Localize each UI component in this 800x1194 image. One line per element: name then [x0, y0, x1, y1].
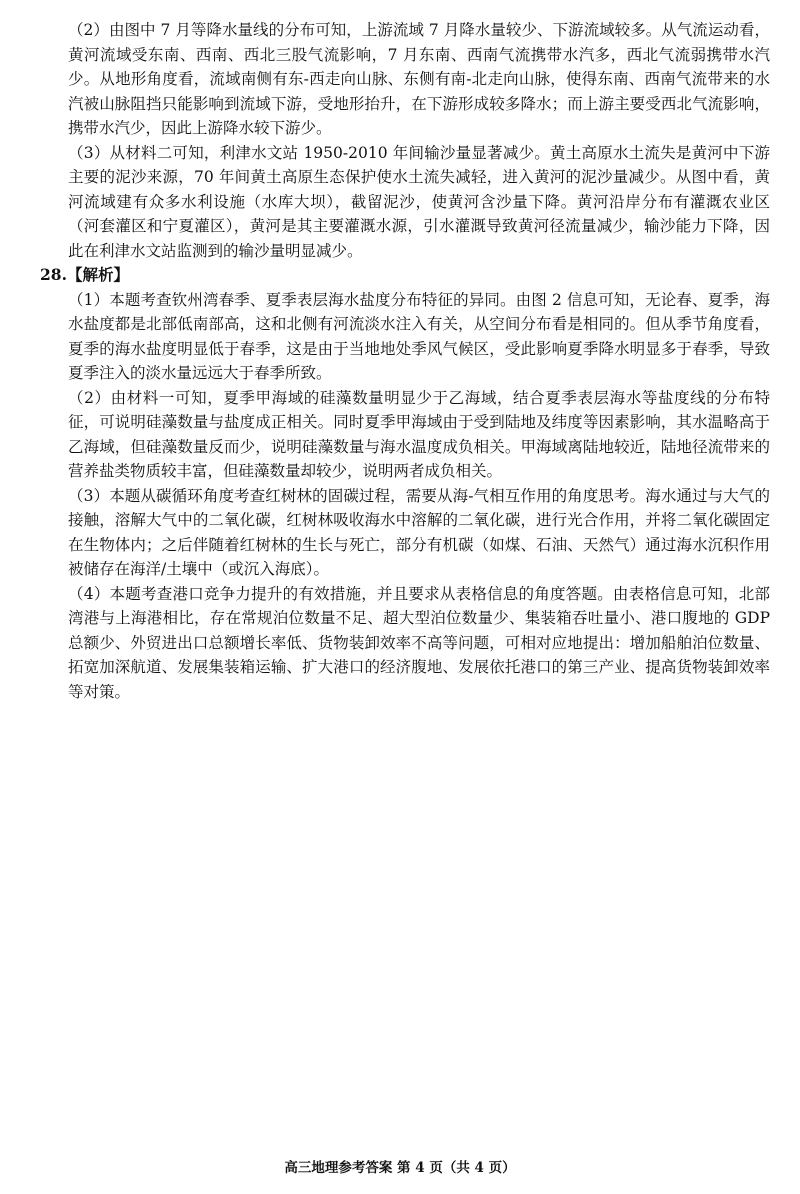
page-footer: 高三地理参考答案 第 4 页（共 4 页）	[284, 1160, 516, 1176]
answer-28-part-3: （3）本题从碳循环角度考查红树林的固碳过程，需要从海-气相互作用的角度思考。海水通过与大气的接触，溶解大气中的二氧化碳，红树林吸收海水中溶解的二氧化碳，进行光合作用，并将二氧化碳固定在生物体内；之后伴随着红树林的生长与死亡，部分有机碳（如煤、石油、天然气）通过海水沉积作用被储存在海洋/土壤中（或沉入海底）。	[68, 486, 770, 578]
answer-27-part-2: （2）由图中 7 月等降水量线的分布可知，上游流域 7 月降水量较少、下游流域较多。从气流运动看，黄河流域受东南、西南、西北三股气流影响，7 月东南、西南气流携带水汽多，西北气流弱携带水汽少。从地形角度看，流域南侧有东-西走向山脉、东侧有南-北走向山脉，使得东南、西南气流带来的水汽被山脉阻挡只能影响到流域下游，受地形抬升，在下游形成较多降水；而上游主要受西北气流影响，携带水汽少，因此上游降水较下游少。	[68, 21, 770, 137]
answer-27-part-3: （3）从材料二可知，利津水文站 1950-2010 年间输沙量显著减少。黄土高原水土流失是黄河中下游主要的泥沙来源，70 年间黄土高原生态保护使水土流失减轻，进入黄河的泥沙量减少。从图中看，黄河流域建有众多水利设施（水库大坝），截留泥沙，使黄河含沙量下降。黄河沿岸分布有灌溉农业区（河套灌区和宁夏灌区），黄河是其主要灌溉水源，引水灌溉导致黄河径流量减少，输沙能力下降，因此在利津水文站监测到的输沙量明显减少。	[68, 143, 770, 260]
answer-28-part-4: （4）本题考查港口竞争力提升的有效措施，并且要求从表格信息的角度答题。由表格信息可知，北部湾港与上海港相比，存在常规泊位数量不足、超大型泊位数量少、集装箱吞吐量小、港口腹地的 GDP 总额少、外贸进出口总额增长率低、货物装卸效率不高等问题，可相对应地提出：增加船舶泊位数量、拓宽加深航道、发展集装箱运输、扩大港口的经济腹地、发展依托港口的第三产业、提高货物装卸效率等对策。	[68, 584, 770, 701]
answer-28-part-1: （1）本题考查钦州湾春季、夏季表层海水盐度分布特征的异同。由图 2 信息可知，无论春、夏季，海水盐度都是北部低南部高，这和北侧有河流淡水注入有关，从空间分布看是相同的。但从季节角度看，夏季的海水盐度明显低于春季，这是由于当地地处季风气候区，受此影响夏季降水明显多于春季，导致夏季注入的淡水量远远大于春季所致。	[68, 290, 770, 382]
answer-content	[40, 18, 770, 704]
answer-28-part-2: （2）由材料一可知，夏季甲海域的硅藻数量明显少于乙海域，结合夏季表层海水等盐度线的分布特征，可说明硅藻数量与盐度成正相关。同时夏季甲海域由于受到陆地及纬度等因素影响，其水温略高于乙海域，但硅藻数量反而少，说明硅藻数量与海水温度成负相关。甲海域离陆地较近，陆地径流带来的营养盐类物质较丰富，但硅藻数量却较少，说明两者成负相关。	[68, 388, 770, 480]
question-number: 28.	[40, 265, 67, 284]
analysis-heading: 【解析】	[66, 265, 129, 284]
question-28-header	[40, 263, 770, 288]
